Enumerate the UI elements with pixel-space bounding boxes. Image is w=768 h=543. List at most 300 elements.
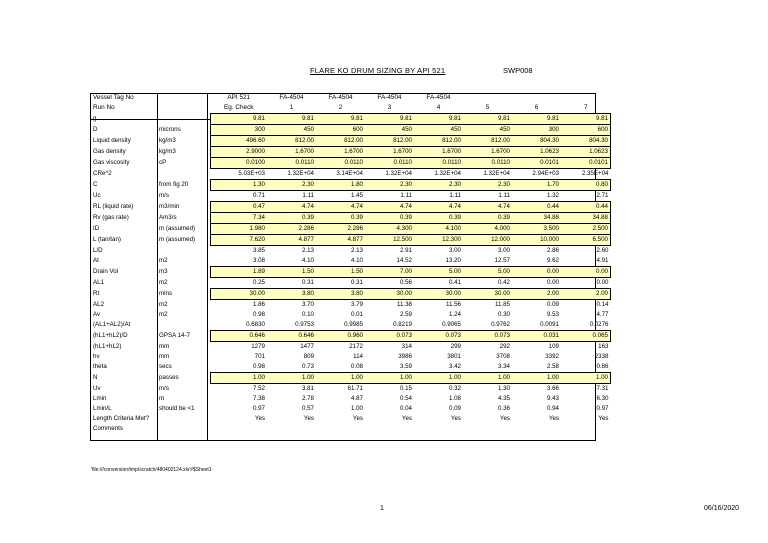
- header-cell: [157, 93, 211, 103]
- value-cell: 1.00: [512, 373, 561, 384]
- value-cell: 2172: [349, 343, 363, 350]
- value-cell: 3.00: [448, 247, 461, 254]
- row-label: Gas viscosity: [93, 159, 130, 166]
- row-label: Rt: [93, 290, 100, 297]
- value-cell: 14.52: [396, 257, 412, 264]
- value-cell: 0.14: [596, 301, 609, 308]
- value-cell: 0.10: [301, 311, 314, 318]
- value-cell: 0.646: [267, 331, 316, 342]
- row-unit: m2: [159, 279, 168, 286]
- value-cell: 812.00: [365, 136, 414, 147]
- value-cell: 5.00: [463, 267, 512, 278]
- value-cell: 9.81: [211, 114, 268, 125]
- header-cell: FA-4504: [426, 94, 451, 101]
- row-label: D: [93, 126, 98, 133]
- row-unit: microns: [159, 126, 181, 133]
- value-cell: 0.00: [596, 279, 609, 286]
- value-cell: 2.30: [414, 180, 463, 191]
- table-row: [91, 300, 611, 311]
- row-unit: m (assumed): [159, 225, 196, 232]
- row-label: (hL1+hL2)/D: [93, 332, 128, 339]
- value-cell: 1.70: [512, 180, 561, 191]
- page-number: 1: [380, 505, 384, 512]
- row-unit: m3: [159, 268, 168, 275]
- value-cell: 0.04: [399, 405, 412, 412]
- value-cell: 4.300: [365, 224, 414, 235]
- value-cell: 4.74: [463, 202, 512, 213]
- value-cell: 0.39: [365, 213, 414, 224]
- value-cell: 4.35: [497, 395, 510, 402]
- row-label: g: [93, 115, 97, 122]
- value-cell: 9.81: [414, 114, 463, 125]
- row-label: Uc: [93, 192, 101, 199]
- value-cell: 5.03E+03: [238, 170, 265, 177]
- value-cell: 0.71: [252, 192, 265, 199]
- value-cell: 3.79: [350, 301, 363, 308]
- value-cell: 0.0110: [463, 158, 512, 169]
- table-row: [91, 169, 611, 180]
- value-cell: 2338: [594, 353, 609, 360]
- value-cell: 7.31: [596, 385, 609, 392]
- value-cell: 9.81: [316, 114, 365, 125]
- row-unit: kg/m3: [159, 137, 176, 144]
- value-cell: [316, 424, 365, 434]
- value-cell: Yes: [401, 415, 412, 422]
- sheet-title: FLARE KO DRUM SIZING BY API 521: [310, 66, 446, 75]
- row-unit: mm: [159, 353, 170, 360]
- header-cell: 5: [485, 104, 490, 111]
- value-cell: Yes: [303, 415, 314, 422]
- value-cell: 2.9000: [211, 147, 268, 158]
- row-label: ID: [93, 225, 100, 232]
- value-cell: 3.66: [546, 385, 559, 392]
- value-cell: 1.6700: [316, 147, 365, 158]
- value-cell: 30.00: [211, 289, 268, 300]
- value-cell: 0.25: [252, 279, 265, 286]
- value-cell: 0.15: [399, 385, 412, 392]
- value-cell: 0.41: [448, 279, 461, 286]
- value-cell: 3801: [447, 353, 461, 360]
- value-cell: 0.065: [561, 331, 611, 342]
- value-cell: 450: [365, 125, 414, 136]
- table-row: [91, 136, 611, 147]
- value-cell: 0.30: [497, 311, 510, 318]
- value-cell: 3392: [545, 353, 559, 360]
- value-cell: 9.53: [546, 311, 559, 318]
- value-cell: 1.00: [350, 405, 363, 412]
- value-cell: 1.00: [414, 373, 463, 384]
- row-unit: should be <1: [159, 405, 195, 412]
- header-cell: [561, 93, 611, 103]
- value-cell: 7.52: [252, 385, 265, 392]
- value-cell: 0.0100: [211, 158, 268, 169]
- value-cell: [211, 424, 268, 434]
- value-cell: 2.91: [399, 247, 412, 254]
- value-cell: 0.0110: [365, 158, 414, 169]
- row-label: Rv (gas rate): [93, 214, 129, 221]
- value-cell: 0.97: [252, 405, 265, 412]
- value-cell: 0.031: [512, 331, 561, 342]
- value-cell: 0.09: [448, 405, 461, 412]
- header-cell: 2: [338, 104, 343, 111]
- value-cell: 496.60: [211, 136, 268, 147]
- value-cell: 1.11: [498, 192, 510, 199]
- value-cell: 11.56: [445, 301, 461, 308]
- row-unit: cP: [159, 159, 167, 166]
- row-unit: m3/min: [159, 203, 180, 210]
- value-cell: 0.0110: [316, 158, 365, 169]
- row-label: AL2: [93, 300, 105, 308]
- value-cell: 0.94: [546, 405, 559, 412]
- value-cell: Yes: [352, 415, 363, 422]
- row-unit: m2: [159, 300, 168, 308]
- value-cell: 0.32: [448, 385, 461, 392]
- value-cell: 1279: [251, 343, 265, 350]
- value-cell: 1.6700: [463, 147, 512, 158]
- value-cell: 0.960: [316, 331, 365, 342]
- row-label: (AL1+AL2)/At: [93, 321, 131, 329]
- value-cell: 163: [598, 343, 609, 350]
- row-label: Gas density: [93, 148, 126, 155]
- value-cell: 1.30: [211, 180, 268, 191]
- table-row: [91, 373, 611, 384]
- value-cell: 9.43: [546, 395, 559, 402]
- value-cell: 0.9753: [295, 321, 314, 328]
- value-cell: 3.42: [448, 363, 461, 370]
- value-cell: 3.500: [512, 224, 561, 235]
- value-cell: 0.0110: [414, 158, 463, 169]
- row-unit: m/s: [159, 384, 169, 392]
- value-cell: 0.0101: [512, 158, 561, 169]
- row-unit: GPSA 14-7: [159, 332, 190, 339]
- value-cell: 2.286: [267, 224, 316, 235]
- header-cell: [512, 93, 561, 103]
- value-cell: 34.88: [512, 213, 561, 224]
- row-unit: mm: [159, 342, 170, 350]
- value-cell: 4.74: [365, 202, 414, 213]
- value-cell: 804.30: [561, 136, 611, 147]
- value-cell: 0.57: [301, 405, 314, 412]
- value-cell: 1.6700: [365, 147, 414, 158]
- header-cell: 6: [534, 104, 539, 111]
- value-cell: 9.81: [463, 114, 512, 125]
- table-row: [91, 180, 611, 191]
- table-row: [91, 384, 611, 395]
- value-cell: 2.13: [350, 247, 363, 254]
- value-cell: 2.58: [546, 363, 559, 370]
- value-cell: 314: [401, 343, 412, 350]
- value-cell: 12.300: [414, 235, 463, 246]
- value-cell: 0.0101: [561, 158, 611, 169]
- value-cell: 1.89: [211, 267, 268, 278]
- value-cell: 3.00: [497, 247, 510, 254]
- header-label: Vessel Tag No: [93, 94, 134, 101]
- value-cell: 1.08: [448, 395, 461, 402]
- row-label: Liquid density: [93, 137, 131, 144]
- row-label: L (tan/tan): [93, 236, 121, 243]
- value-cell: 2.30: [267, 180, 316, 191]
- header-row: [91, 93, 611, 103]
- document-reference: SWP008: [503, 66, 533, 75]
- value-cell: 30.00: [414, 289, 463, 300]
- value-cell: 0.01: [350, 311, 363, 318]
- row-label: CRe^2: [93, 170, 112, 177]
- value-cell: 1.11: [449, 192, 461, 199]
- value-cell: 1.32E+04: [483, 170, 510, 177]
- value-cell: [267, 424, 316, 434]
- value-cell: 809: [303, 353, 314, 360]
- value-cell: 114: [353, 353, 363, 360]
- value-cell: 0.6830: [246, 321, 265, 328]
- value-cell: 2.500: [561, 224, 611, 235]
- value-cell: 1.0623: [561, 147, 611, 158]
- value-cell: 1.980: [211, 224, 268, 235]
- value-cell: 300: [512, 125, 561, 136]
- value-cell: 2.286: [316, 224, 365, 235]
- value-cell: 450: [463, 125, 512, 136]
- value-cell: 1477: [300, 343, 314, 350]
- value-cell: [365, 424, 414, 434]
- value-cell: 4.000: [463, 224, 512, 235]
- value-cell: 12.500: [365, 235, 414, 246]
- value-cell: 2.71: [596, 192, 609, 199]
- value-cell: 0.08: [350, 363, 363, 370]
- value-cell: 0.0110: [267, 158, 316, 169]
- row-label: Lmin: [93, 395, 107, 402]
- row-unit: passes: [159, 374, 179, 381]
- table-row: [91, 213, 611, 224]
- value-cell: 1.0623: [512, 147, 561, 158]
- value-cell: 6.30: [596, 395, 609, 402]
- value-cell: 4.91: [596, 257, 609, 264]
- value-cell: 0.31: [350, 279, 363, 286]
- table-row: [91, 158, 611, 169]
- value-cell: Yes: [499, 415, 510, 422]
- value-cell: 0.56: [399, 279, 412, 286]
- value-cell: 1.30: [497, 385, 510, 392]
- value-cell: 812.00: [316, 136, 365, 147]
- value-cell: 1.80: [316, 180, 365, 191]
- header-cell: 7: [583, 104, 588, 111]
- value-cell: 0.00: [512, 267, 561, 278]
- value-cell: 1.00: [463, 373, 512, 384]
- value-cell: 0.98: [252, 363, 265, 370]
- value-cell: 7.34: [211, 213, 268, 224]
- table-row: [91, 202, 611, 213]
- value-cell: 3.81: [301, 385, 314, 392]
- value-cell: 1.50: [267, 267, 316, 278]
- header-cell: [157, 103, 211, 114]
- row-label: L/D: [93, 246, 103, 254]
- value-cell: 2.78: [301, 395, 314, 402]
- row-label: theta: [93, 363, 107, 371]
- value-cell: 0.9762: [491, 321, 510, 328]
- value-cell: 3.70: [301, 301, 314, 308]
- row-label: RL (liquid rate): [93, 203, 134, 210]
- value-cell: 0.31: [301, 279, 314, 286]
- value-cell: 292: [499, 343, 510, 350]
- row-unit: [157, 414, 211, 424]
- value-cell: 30.00: [463, 289, 512, 300]
- value-cell: 4.87: [350, 395, 363, 402]
- value-cell: 1.00: [316, 373, 365, 384]
- value-cell: 1.6700: [267, 147, 316, 158]
- row-unit: m: [159, 395, 165, 402]
- value-cell: 1.32E+04: [287, 170, 314, 177]
- value-cell: 9.81: [561, 114, 611, 125]
- value-cell: 1.00: [211, 373, 268, 384]
- header-cell: API 521: [227, 94, 251, 101]
- row-label: Uv: [93, 384, 101, 392]
- value-cell: 4.10: [350, 257, 363, 264]
- value-cell: 5.00: [414, 267, 463, 278]
- table-row: [91, 414, 611, 424]
- row-unit: from fig 20: [159, 181, 189, 188]
- value-cell: 0.39: [316, 213, 365, 224]
- row-label: Lmin/L: [93, 405, 112, 412]
- value-cell: 2.13: [301, 247, 314, 254]
- value-cell: 4.74: [414, 202, 463, 213]
- value-cell: 3.59: [399, 363, 412, 370]
- value-cell: 1.6700: [414, 147, 463, 158]
- value-cell: 13.20: [445, 257, 461, 264]
- value-cell: 0.44: [512, 202, 561, 213]
- value-cell: 0.9985: [344, 321, 363, 328]
- table-row: [91, 246, 611, 257]
- value-cell: 0.42: [497, 279, 510, 286]
- value-cell: 2.60: [596, 247, 609, 254]
- value-cell: 7.620: [211, 235, 268, 246]
- value-cell: 2.35E+04: [581, 170, 609, 177]
- value-cell: 2.59: [399, 311, 412, 318]
- header-label: Run No: [93, 104, 115, 112]
- value-cell: 11.85: [494, 301, 510, 308]
- table-row: [91, 289, 611, 300]
- value-cell: 10.000: [512, 235, 561, 246]
- table-row: [91, 362, 611, 373]
- value-cell: [512, 424, 561, 434]
- value-cell: 1.50: [316, 267, 365, 278]
- row-label: C: [93, 181, 98, 188]
- table-row: [91, 310, 611, 320]
- value-cell: 12.000: [463, 235, 512, 246]
- row-label: Av: [93, 311, 101, 318]
- value-cell: 0.73: [301, 363, 314, 370]
- value-cell: 3.80: [316, 289, 365, 300]
- value-cell: 0.97: [596, 405, 609, 412]
- table-row: [91, 394, 611, 404]
- value-cell: 2.30: [463, 180, 512, 191]
- value-cell: 4.877: [267, 235, 316, 246]
- value-cell: 7.00: [365, 267, 414, 278]
- value-cell: [463, 424, 512, 434]
- value-cell: 3.08: [252, 257, 265, 264]
- value-cell: 34.88: [561, 213, 611, 224]
- value-cell: 0.39: [414, 213, 463, 224]
- value-cell: 1.24: [448, 311, 461, 318]
- table-row: [91, 320, 611, 331]
- table-row: [91, 352, 611, 362]
- value-cell: 9.62: [546, 257, 559, 264]
- value-cell: 0.39: [267, 213, 316, 224]
- value-cell: 600: [316, 125, 365, 136]
- value-cell: 1.32E+04: [385, 170, 412, 177]
- value-cell: 0.0276: [589, 321, 609, 328]
- header-cell: FA-4504: [328, 94, 353, 101]
- header-cell: [463, 93, 512, 103]
- header-cell: Eg. Check: [224, 104, 254, 111]
- table-row: [91, 224, 611, 235]
- value-cell: Yes: [548, 415, 559, 422]
- value-cell: 0.9065: [442, 321, 461, 328]
- value-cell: 450: [267, 125, 316, 136]
- value-cell: 4.877: [316, 235, 365, 246]
- row-label: Length Criteria Met?: [93, 415, 150, 422]
- row-label: Comments: [93, 425, 123, 432]
- value-cell: 0.0091: [540, 321, 559, 328]
- value-cell: 0.39: [463, 213, 512, 224]
- value-cell: 7.38: [252, 395, 265, 402]
- row-unit: m/s: [159, 192, 169, 199]
- row-label: At: [93, 257, 99, 265]
- value-cell: 0.00: [546, 279, 559, 286]
- value-cell: 1.00: [267, 373, 316, 384]
- row-unit: [157, 114, 211, 125]
- sizing-table: [91, 93, 611, 434]
- value-cell: 0.80: [561, 180, 611, 191]
- value-cell: [561, 424, 611, 434]
- row-label: AL1: [93, 279, 105, 286]
- value-cell: 9.81: [365, 114, 414, 125]
- value-cell: 0.86: [596, 363, 609, 370]
- value-cell: 109: [548, 343, 559, 350]
- row-label: N: [93, 374, 98, 381]
- value-cell: 2.94E+03: [532, 170, 559, 177]
- value-cell: 1.45: [350, 192, 363, 199]
- row-unit: m (assumed): [159, 236, 196, 243]
- value-cell: 11.38: [396, 301, 412, 308]
- table-row: [91, 278, 611, 289]
- value-cell: 0.98: [252, 311, 265, 318]
- row-unit: m2: [159, 311, 168, 318]
- value-cell: Yes: [254, 415, 265, 422]
- value-cell: 9.81: [512, 114, 561, 125]
- row-label: (hL1+hL2): [93, 342, 122, 350]
- file-path-footnote: 'file:///conversion/tmp/scratch/480402124.xls'#$Sheet1: [91, 467, 212, 473]
- value-cell: 3.14E+04: [336, 170, 363, 177]
- value-cell: [414, 424, 463, 434]
- value-cell: 450: [414, 125, 463, 136]
- value-cell: 812.00: [267, 136, 316, 147]
- value-cell: 0.54: [399, 395, 412, 402]
- value-cell: 9.81: [267, 114, 316, 125]
- header-cell: 3: [387, 104, 392, 111]
- value-cell: 2.00: [561, 289, 611, 300]
- value-cell: 30.00: [365, 289, 414, 300]
- value-cell: 6.500: [561, 235, 611, 246]
- value-cell: 1.00: [365, 373, 414, 384]
- table-row: [91, 342, 611, 353]
- value-cell: 3.34: [497, 363, 510, 370]
- value-cell: 0.00: [561, 267, 611, 278]
- table-row: [91, 404, 611, 414]
- value-cell: 4.10: [301, 257, 314, 264]
- value-cell: 0.47: [211, 202, 268, 213]
- row-unit: [157, 320, 211, 331]
- table-row: [91, 331, 611, 342]
- table-row: [91, 424, 611, 434]
- value-cell: 3.80: [267, 289, 316, 300]
